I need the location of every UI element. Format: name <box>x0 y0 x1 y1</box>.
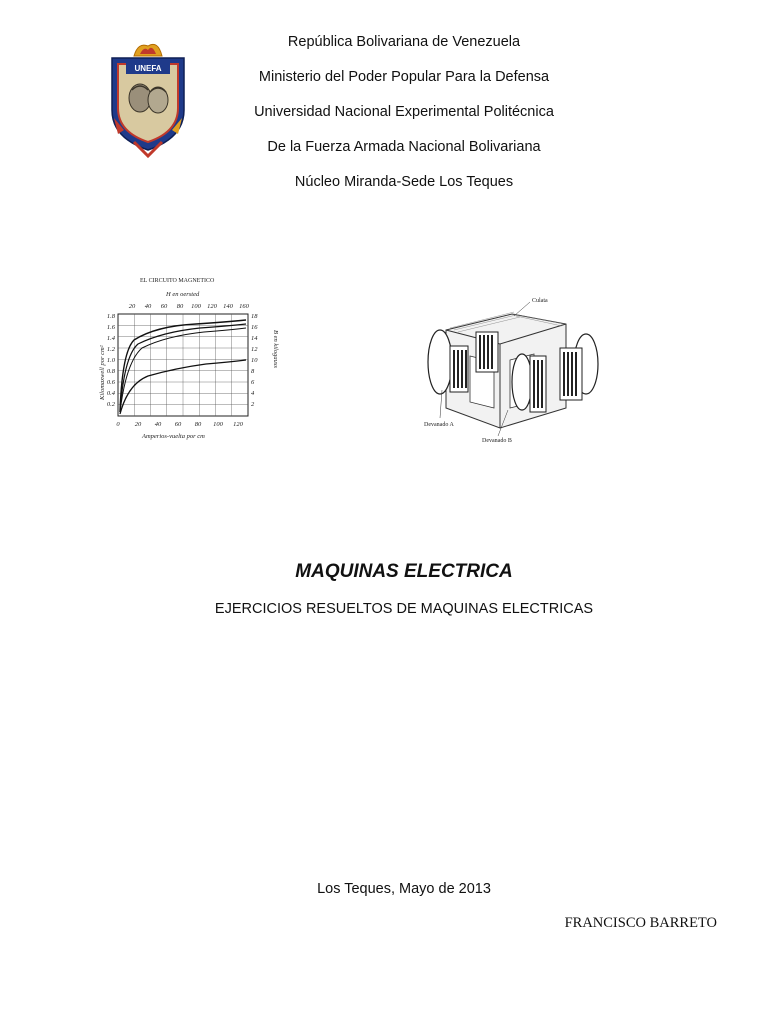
graph-top-ticks <box>129 303 250 310</box>
graph-left-ticks <box>107 313 116 408</box>
graph-left-label: Kilomaxwell por cm² <box>99 345 106 400</box>
graph-right-tick-label: 6 <box>251 379 255 386</box>
university-seal-icon <box>104 38 192 160</box>
graph-top-tick-label: 140 <box>223 303 233 310</box>
graph-right-tick-label: 2 <box>251 401 255 408</box>
graph-bottom-tick-label: 20 <box>134 421 142 428</box>
graph-bottom-tick-label: 100 <box>213 421 223 428</box>
seal-text: UNEFA <box>134 64 162 73</box>
graph-left-tick-label: 0.2 <box>106 401 115 408</box>
graph-right-tick-label: 14 <box>251 335 258 342</box>
core-label-devanado-a: Devanado A <box>424 422 454 428</box>
graph-bottom-label: Amperios-vuelta por cm <box>142 433 205 440</box>
graph-left-tick-label: 1.2 <box>106 346 115 353</box>
graph-bottom-tick-label: 40 <box>154 421 162 428</box>
graph-left-tick-label: 1.8 <box>106 313 115 320</box>
graph-bottom-tick-label: 120 <box>233 421 243 428</box>
core-label-devanado-b: Devanado B <box>482 438 512 444</box>
graph-left-tick-label: 1.0 <box>106 357 115 364</box>
magnetization-curve-figure <box>96 272 282 450</box>
graph-right-tick-label: 12 <box>251 346 258 353</box>
graph-bottom-tick-label: 80 <box>194 421 202 428</box>
graph-left-tick-label: 1.4 <box>106 335 115 342</box>
graph-left-tick-label: 0.4 <box>106 390 115 397</box>
graph-right-tick-label: 8 <box>251 368 255 375</box>
graph-top-tick-label: 60 <box>160 303 168 310</box>
header-line-country: República Bolivariana de Venezuela <box>287 34 521 50</box>
document-subtitle: EJERCICIOS RESUELTOS DE MAQUINAS ELECTRICAS <box>214 601 594 617</box>
graph-bottom-tick-label: 60 <box>174 421 182 428</box>
graph-top-tick-label: 120 <box>207 303 217 310</box>
transformer-core-figure <box>410 290 606 446</box>
graph-top-tick-label: 80 <box>176 303 184 310</box>
graph-right-tick-label: 4 <box>251 390 255 397</box>
author-name: FRANCISCO BARRETO <box>564 915 717 931</box>
graph-title: EL CIRCUITO MAGNETICO <box>140 278 215 284</box>
header-line-university: Universidad Nacional Experimental Politécnica <box>254 104 554 120</box>
graph-top-tick-label: 20 <box>128 303 136 310</box>
graph-right-tick-label: 10 <box>251 357 258 364</box>
graph-left-tick-label: 1.6 <box>106 324 115 331</box>
graph-right-label: B en kilogauss <box>272 330 279 368</box>
header-line-armed-forces: De la Fuerza Armada Nacional Bolivariana <box>267 139 541 155</box>
graph-top-tick-label: 100 <box>191 303 201 310</box>
graph-bottom-tick-label: 0 <box>116 421 120 428</box>
graph-right-ticks <box>251 313 258 408</box>
graph-left-tick-label: 0.6 <box>106 379 115 386</box>
graph-grid <box>118 314 248 416</box>
core-label-culata: Culata <box>532 298 548 304</box>
graph-left-tick-label: 0.8 <box>106 368 115 375</box>
header-line-campus: Núcleo Miranda-Sede Los Teques <box>294 174 514 190</box>
graph-top-tick-label: 40 <box>144 303 152 310</box>
graph-right-tick-label: 16 <box>251 324 258 331</box>
document-title: MAQUINAS ELECTRICA <box>295 561 513 582</box>
place-and-date: Los Teques, Mayo de 2013 <box>317 881 491 897</box>
header-line-ministry: Ministerio del Poder Popular Para la Defensa <box>258 69 550 85</box>
graph-top-label: H en oersted <box>166 291 200 298</box>
graph-bottom-ticks <box>116 421 243 428</box>
graph-right-tick-label: 18 <box>251 313 258 320</box>
graph-top-tick-label: 160 <box>239 303 249 310</box>
